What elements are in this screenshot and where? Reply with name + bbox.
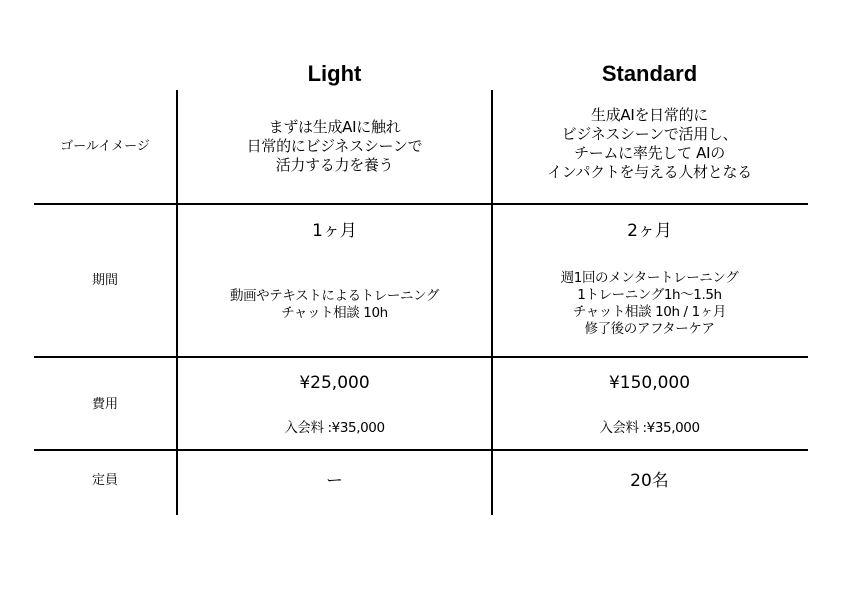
goal-standard-line: 生成AIを日常的に — [591, 106, 708, 124]
period-detail-line: 修了後のアフターケア — [584, 321, 715, 337]
period-details-light — [177, 288, 492, 322]
plan-header-light: Light — [307, 61, 362, 86]
period-detail-line: 1トレーニング1h〜1.5h — [577, 287, 722, 303]
period-detail-line: チャット相談 10h — [281, 305, 388, 321]
goal-light-line: 活力する力を養う — [275, 156, 394, 174]
fee-entry-standard: 入会料 :¥35,000 — [599, 420, 700, 436]
capacity-standard: 20名 — [630, 471, 669, 491]
goal-standard-line: インパクトを与える人材となる — [547, 163, 752, 181]
capacity-light: ー — [326, 471, 343, 491]
goal-light-line: まずは生成AIに触れ — [268, 118, 401, 136]
fee-price-standard: ¥150,000 — [608, 373, 691, 393]
fee-entry-light: 入会料 :¥35,000 — [284, 420, 385, 436]
row-label-capacity: 定員 — [91, 473, 118, 488]
period-duration-standard: 2ヶ月 — [627, 221, 672, 241]
period-detail-line: 動画やテキストによるトレーニング — [229, 288, 440, 304]
goal-standard-line: ビジネスシーンで活用し、 — [561, 125, 738, 143]
row-label-period: 期間 — [91, 273, 118, 288]
goal-standard-line: チームに率先して AIの — [574, 144, 725, 162]
fee-price-light: ¥25,000 — [299, 373, 370, 393]
period-detail-line: チャット相談 10h / 1ヶ月 — [573, 304, 726, 320]
row-label-goal: ゴールイメージ — [60, 139, 150, 154]
goal-standard — [492, 106, 807, 182]
row-divider — [34, 356, 808, 358]
plan-header-standard: Standard — [601, 61, 698, 86]
period-detail-line: 週1回のメンタートレーニング — [560, 270, 739, 286]
row-divider — [34, 449, 808, 451]
goal-light — [177, 118, 492, 175]
period-duration-light: 1ヶ月 — [312, 221, 357, 241]
goal-light-line: 日常的にビジネスシーンで — [246, 137, 423, 155]
row-label-fee: 費用 — [91, 397, 118, 412]
row-divider — [34, 203, 808, 205]
period-details-standard — [492, 270, 807, 338]
